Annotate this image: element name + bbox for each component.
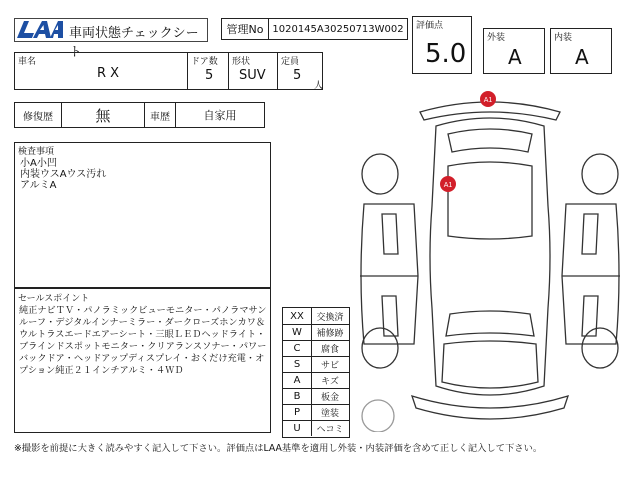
legend-code: A — [283, 372, 312, 388]
legend-table — [282, 307, 350, 438]
car-name-label: 車名 — [18, 57, 37, 67]
doors-label: ドア数 — [191, 57, 218, 67]
capacity-value: 5 — [293, 68, 302, 83]
sales-text: 純正ナビＴＶ・パノラミックビューモニター・パノラマサンルーフ・デジタルインナーミラー・ダークローズホンカワ＆ウルトラスエードエアーシート・三眼ＬＥＤヘッドライト・ブラインドスポットモニター・クリアランスソナー・パワーバックドア・ヘッドアップディスプレイ・おくだけ充電・オプション純正２１インチアルミ・４ＷＤ — [19, 305, 267, 376]
diagram-right-side — [562, 204, 619, 344]
diagram-right-mirror — [582, 214, 598, 254]
diagram-body-outline — [430, 118, 550, 395]
diagram-right-mirror-lower — [582, 296, 598, 336]
exterior-label: 外装 — [487, 33, 506, 43]
interior-value: A — [575, 45, 589, 69]
diagram-front-bumper — [412, 396, 568, 419]
legend-code: XX — [283, 308, 312, 324]
score-label: 評価点 — [416, 21, 444, 31]
wheel-rear-left — [362, 154, 398, 194]
usage-label-cell — [144, 102, 176, 128]
diagram-left-mirror-lower — [382, 296, 398, 336]
mgmt-label: 管理No — [226, 23, 264, 36]
legend-row — [283, 420, 349, 436]
diagram-hood — [442, 341, 538, 388]
sheet-title: 車両状態チェックシート — [69, 26, 199, 60]
usage-value: 自家用 — [203, 109, 237, 122]
sales-box — [14, 288, 271, 433]
mgmt-value: 1020145A30250713W002 — [272, 23, 404, 35]
legend-name: 板金 — [320, 392, 339, 403]
body-type-label: 形状 — [232, 57, 251, 67]
car-name-cell — [14, 52, 188, 90]
inspection-label: 検査事項 — [18, 147, 55, 157]
repair-label: 修復歴 — [23, 111, 53, 123]
footer-note: ※撮影を前提に大きく読みやすく記入して下さい。評価点はLAA基準を適用し外装・内装評価を含めて正しく記入して下さい。 — [14, 443, 543, 454]
body-type-value: SUV — [239, 68, 266, 83]
wheel-front-left — [362, 328, 398, 368]
sales-label: セールスポイント — [18, 294, 90, 304]
score-value: 5.0 — [425, 39, 467, 69]
legend-code: B — [283, 388, 312, 404]
mgmt-value-cell — [268, 18, 408, 40]
diagram-left-mirror — [382, 214, 398, 254]
legend-row — [283, 388, 349, 405]
damage-marker-hood[interactable] — [440, 176, 456, 192]
legend-code: P — [283, 404, 312, 420]
repair-label-cell — [14, 102, 62, 128]
wheel-rear-right — [582, 154, 618, 194]
marker-label: A1 — [483, 97, 493, 104]
inspection-text: 小A小凹 内装ウスAウス汚れ アルミA — [20, 158, 107, 191]
inspection-box — [14, 142, 271, 288]
exterior-box — [483, 28, 545, 74]
car-diagram — [352, 86, 628, 432]
damage-marker-spoiler[interactable] — [480, 91, 496, 107]
capacity-unit: 人 — [314, 81, 324, 91]
repair-value: 無 — [95, 106, 111, 125]
diagram-left-side — [361, 204, 418, 344]
diagram-spare-tire — [362, 400, 394, 432]
capacity-cell — [277, 52, 323, 90]
car-name-value: R X — [97, 66, 120, 81]
legend-name: 塗装 — [320, 408, 339, 419]
usage-label: 車歴 — [150, 111, 170, 123]
exterior-value: A — [508, 45, 522, 69]
legend-name: 補修跡 — [316, 328, 344, 339]
legend-name: ヘコミ — [316, 424, 344, 435]
legend-name: キズ — [321, 376, 339, 387]
interior-label: 内装 — [554, 33, 573, 43]
legend-row — [283, 404, 349, 421]
legend-row — [283, 324, 349, 341]
diagram-windshield — [446, 311, 534, 336]
legend-code: C — [283, 340, 312, 356]
doors-value: 5 — [205, 68, 214, 83]
legend-code: S — [283, 356, 312, 372]
body-type-cell — [228, 52, 278, 90]
sheet-title-box — [14, 18, 208, 60]
legend-row — [283, 308, 349, 325]
diagram-roof — [448, 162, 532, 239]
legend-row — [283, 340, 349, 357]
legend-code: W — [283, 324, 312, 340]
usage-value-cell — [175, 102, 265, 128]
repair-value-cell — [61, 102, 145, 128]
mgmt-label-cell — [221, 18, 269, 40]
marker-label: A1 — [443, 182, 453, 189]
interior-box — [550, 28, 612, 74]
diagram-rear-window — [448, 129, 532, 152]
capacity-label: 定員 — [281, 57, 300, 67]
score-box — [412, 16, 472, 74]
wheel-front-right — [582, 328, 618, 368]
legend-code: U — [283, 420, 312, 436]
legend-row — [283, 372, 349, 389]
legend-name: 交換済 — [316, 312, 344, 323]
legend-name: 腐食 — [320, 344, 339, 355]
legend-row — [283, 356, 349, 373]
doors-cell — [187, 52, 229, 90]
legend-name: サビ — [320, 360, 339, 371]
